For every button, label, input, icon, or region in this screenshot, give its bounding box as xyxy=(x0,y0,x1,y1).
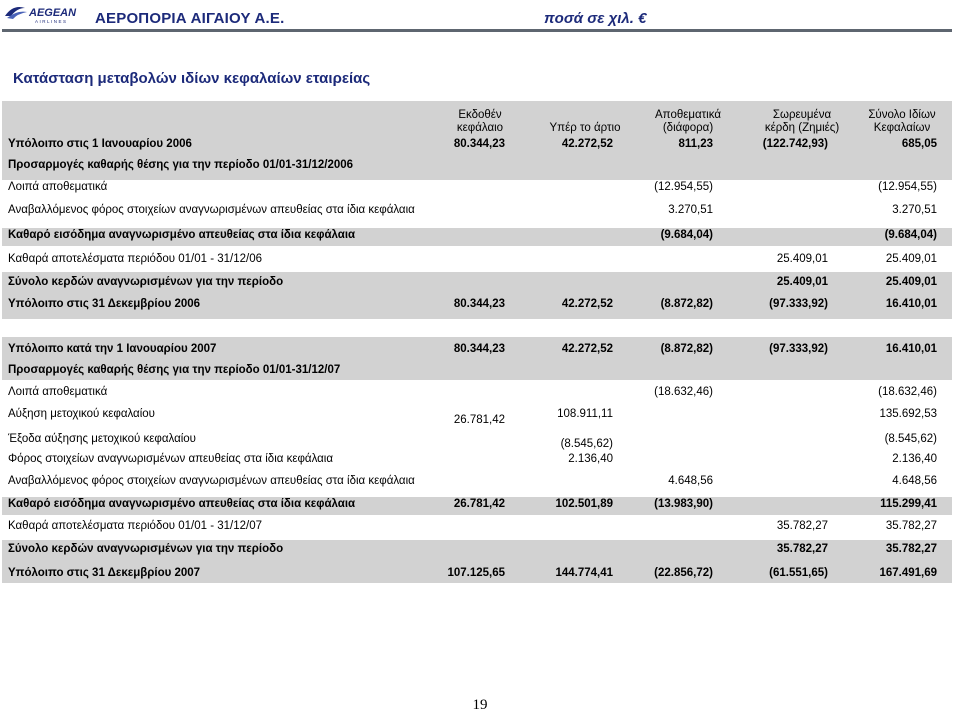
table-row xyxy=(8,543,944,559)
col-header-line: Αποθεματικά xyxy=(655,109,721,121)
row-value: (12.954,55) xyxy=(878,181,937,193)
row-value: 135.692,53 xyxy=(879,408,937,420)
row-label: Αναβαλλόμενος φόρος στοιχείων αναγνωρισμένων απευθείας στα ίδια κεφάλαια xyxy=(8,204,415,216)
row-value: (8.872,82) xyxy=(660,343,713,355)
row-label: Προσαρμογές καθαρής θέσης για την περίοδο 01/01-31/12/07 xyxy=(8,364,341,376)
row-label: Υπόλοιπο στις 31 Δεκεμβρίου 2006 xyxy=(8,298,201,310)
row-value: 25.409,01 xyxy=(885,276,937,288)
table-row xyxy=(8,408,944,424)
row-label: Υπόλοιπο κατά την 1 Ιανουαρίου 2007 xyxy=(8,343,217,355)
col-header-line: Σωρευμένα xyxy=(772,109,832,121)
row-value: 25.409,01 xyxy=(776,276,828,288)
col-header-line: Σύνολο Ιδίων xyxy=(868,109,936,121)
row-label: Αναβαλλόμενος φόρος στοιχείων αναγνωρισμένων απευθείας στα ίδια κεφάλαια xyxy=(8,475,415,487)
row-value: (9.684,04) xyxy=(884,229,937,241)
row-value: (122.742,93) xyxy=(762,138,828,150)
table-row xyxy=(8,475,944,491)
col-header-line: κεφάλαιο xyxy=(456,122,504,134)
row-value: 3.270,51 xyxy=(668,204,713,216)
logo-subtext: AIRLINES xyxy=(35,19,68,24)
table-row xyxy=(8,204,944,220)
aegean-logo xyxy=(3,2,89,26)
row-value: (18.632,46) xyxy=(654,386,713,398)
row-value: 42.272,52 xyxy=(561,138,613,150)
row-value: 4.648,56 xyxy=(892,475,937,487)
row-value: 167.491,69 xyxy=(879,567,937,579)
table-row xyxy=(8,159,944,175)
page-title: Κατάσταση μεταβολών ιδίων κεφαλαίων εταιρείας xyxy=(13,70,371,87)
row-value: (13.983,90) xyxy=(654,498,713,510)
row-value: 25.409,01 xyxy=(776,253,828,265)
table-row xyxy=(8,181,944,197)
row-value: 35.782,27 xyxy=(885,543,937,555)
row-value: (22.856,72) xyxy=(654,567,713,579)
col-header-line: κέρδη (Ζημιές) xyxy=(764,122,840,134)
row-label: Λοιπά αποθεματικά xyxy=(8,181,108,193)
row-value: 35.782,27 xyxy=(776,520,828,532)
col-header-line: Υπέρ το άρτιο xyxy=(549,122,621,134)
row-label: Σύνολο κερδών αναγνωρισμένων για την περίοδο xyxy=(8,543,284,555)
row-value: 42.272,52 xyxy=(561,343,613,355)
table-row xyxy=(8,343,944,359)
company-name: ΑΕΡΟΠΟΡΙΑ ΑΙΓΑΙΟΥ Α.Ε. xyxy=(95,10,285,27)
table-row xyxy=(8,386,944,402)
row-label: Έξοδα αύξησης μετοχικού κεφαλαίου xyxy=(8,433,196,445)
logo-text: AEGEAN xyxy=(29,7,77,19)
row-value: 102.501,89 xyxy=(555,498,613,510)
page-number: 19 xyxy=(472,697,488,713)
row-value: 35.782,27 xyxy=(885,520,937,532)
row-label: Προσαρμογές καθαρής θέσης για την περίοδο 01/01-31/12/2006 xyxy=(8,159,354,171)
row-value: 16.410,01 xyxy=(885,343,937,355)
row-value: 25.409,01 xyxy=(885,253,937,265)
table-row xyxy=(8,520,944,536)
row-value: 42.272,52 xyxy=(561,298,613,310)
row-value: 80.344,23 xyxy=(453,343,505,355)
row-label: Λοιπά αποθεματικά xyxy=(8,386,108,398)
row-value: (97.333,92) xyxy=(769,343,828,355)
header-rule xyxy=(2,29,952,32)
table-row xyxy=(8,498,944,514)
row-value: 35.782,27 xyxy=(776,543,828,555)
row-value: 26.781,42 xyxy=(453,414,505,426)
row-value: 107.125,65 xyxy=(447,567,505,579)
table-row xyxy=(8,453,944,469)
table-row xyxy=(8,298,944,314)
table-row xyxy=(8,253,944,269)
table-row xyxy=(8,433,944,449)
col-header-issued-capital xyxy=(430,109,530,135)
row-label: Καθαρό εισόδημα αναγνωρισμένο απευθείας στα ίδια κεφάλαια xyxy=(8,498,356,510)
row-value: (97.333,92) xyxy=(769,298,828,310)
row-label: Υπόλοιπο στις 31 Δεκεμβρίου 2007 xyxy=(8,567,201,579)
table-row xyxy=(8,276,944,292)
row-label: Σύνολο κερδών αναγνωρισμένων για την περίοδο xyxy=(8,276,284,288)
col-header-reserves xyxy=(638,109,738,135)
row-value: (8.872,82) xyxy=(660,298,713,310)
row-value: 685,05 xyxy=(901,138,937,150)
col-header-line: (διάφορα) xyxy=(662,122,714,134)
table-row xyxy=(8,364,944,380)
row-value: 144.774,41 xyxy=(555,567,613,579)
row-value: 80.344,23 xyxy=(453,138,505,150)
row-value: (8.545,62) xyxy=(884,433,937,445)
row-label: Καθαρά αποτελέσματα περιόδου 01/01 - 31/12/06 xyxy=(8,253,262,265)
col-header-accumulated-profits xyxy=(752,109,852,135)
row-value: 811,23 xyxy=(678,138,713,150)
table-row xyxy=(8,567,944,583)
row-label: Καθαρό εισόδημα αναγνωρισμένο απευθείας στα ίδια κεφάλαια xyxy=(8,229,356,241)
table-row xyxy=(8,229,944,245)
row-label: Αύξηση μετοχικού κεφαλαίου xyxy=(8,408,155,420)
row-value: 4.648,56 xyxy=(668,475,713,487)
row-label: Υπόλοιπο στις 1 Ιανουαρίου 2006 xyxy=(8,138,192,150)
row-value: (8.545,62) xyxy=(560,438,613,450)
col-header-total-equity xyxy=(852,109,952,135)
row-value: (12.954,55) xyxy=(654,181,713,193)
row-value: (9.684,04) xyxy=(660,229,713,241)
row-value: 16.410,01 xyxy=(885,298,937,310)
col-header-line: Εκδοθέν xyxy=(458,109,502,121)
col-header-line xyxy=(535,109,635,122)
row-value: 80.344,23 xyxy=(453,298,505,310)
row-value: 26.781,42 xyxy=(453,498,505,510)
row-value: (18.632,46) xyxy=(878,386,937,398)
row-label: Καθαρά αποτελέσματα περιόδου 01/01 - 31/12/07 xyxy=(8,520,262,532)
col-header-share-premium xyxy=(535,109,635,135)
row-value: 115.299,41 xyxy=(880,498,937,510)
row-value: 2.136,40 xyxy=(568,453,613,465)
row-value: 2.136,40 xyxy=(892,453,937,465)
table-row xyxy=(8,138,944,154)
row-value: 108.911,11 xyxy=(557,408,613,420)
amounts-note: ποσά σε χιλ. € xyxy=(544,10,647,27)
row-value: 3.270,51 xyxy=(892,204,937,216)
row-label: Φόρος στοιχείων αναγνωρισμένων απευθείας στα ίδια κεφάλαια xyxy=(8,453,334,465)
col-header-line: Κεφαλαίων xyxy=(873,122,931,134)
row-value: (61.551,65) xyxy=(769,567,828,579)
